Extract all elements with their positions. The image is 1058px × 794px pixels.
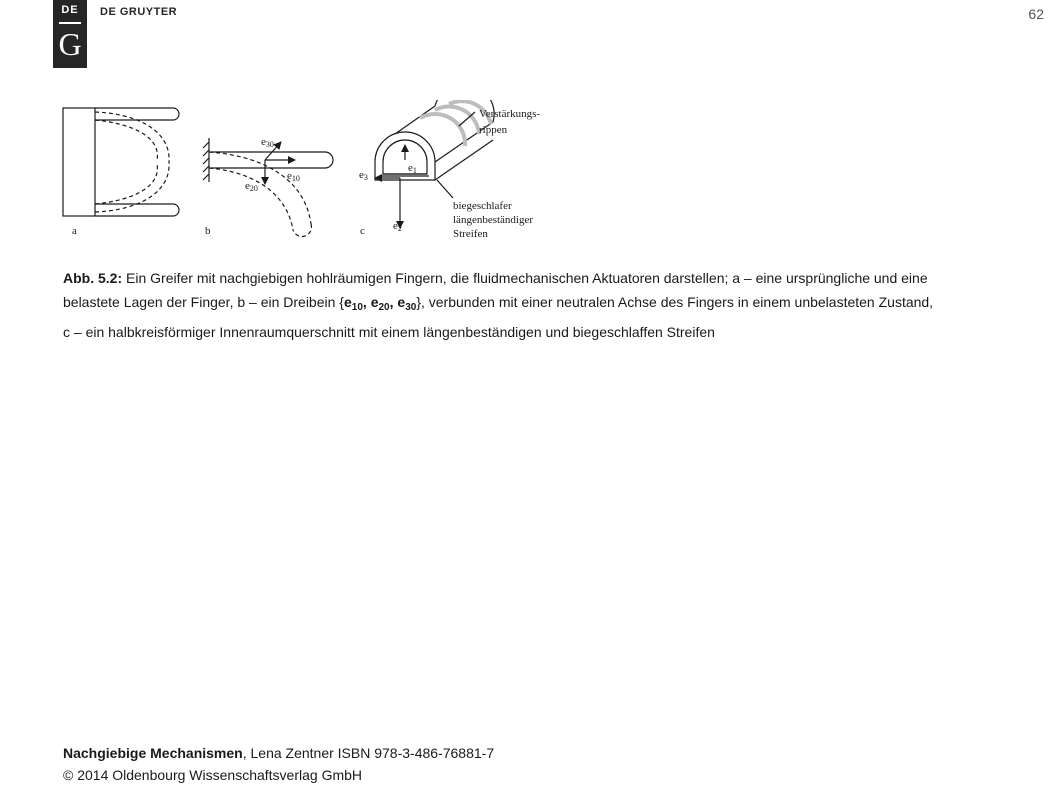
caption-text-part2: }, verbunden mit einer neutralen Achse des Fingers in einem unbelasteten Zustand, c – ein halbkreisförmiger Innenraumquerschnitt mit einem längenbeständigen und biegeschlaffen Streifen	[63, 294, 934, 340]
ribs-label-line2: rippen	[479, 124, 508, 136]
figure-5-2	[55, 100, 575, 250]
strip-label-line3: Streifen	[453, 228, 488, 240]
vector-e2-label: $e_2$	[393, 220, 402, 233]
copyright-notice: © 2014 Oldenbourg Wissenschaftsverlag GmbH	[63, 767, 363, 783]
caption-vector-e20: $e_{20}$	[370, 294, 390, 313]
panel-b-drawing	[203, 138, 333, 236]
vector-e30-label: $e_{30}$	[261, 136, 274, 149]
strip-label-line2: längenbeständiger	[453, 214, 534, 226]
vector-e3-label: $e_3$	[359, 169, 368, 182]
figure-drawing	[55, 100, 575, 250]
panel-a-drawing	[63, 108, 179, 216]
vector-e1-label: $e_1$	[408, 162, 417, 175]
caption-vector-e30: $e_{30}$	[397, 294, 417, 313]
panel-a-label: a	[72, 225, 77, 237]
caption-vector-e10: $e_{10}$	[343, 294, 363, 313]
caption-label: Abb. 5.2:	[63, 270, 123, 286]
book-citation	[63, 742, 494, 764]
page-number: 62	[1028, 6, 1044, 22]
ribs-label-line1: Verstärkungs-	[479, 108, 541, 120]
book-title: Nachgiebige Mechanismen	[63, 745, 243, 761]
logo-bottom-text: G	[58, 26, 82, 62]
panel-c-label: c	[360, 225, 365, 237]
figure-caption	[63, 266, 943, 344]
book-info: , Lena Zentner ISBN 978-3-486-76881-7	[242, 745, 495, 761]
vector-e10-label: $e_{10}$	[287, 170, 300, 183]
strip-label-line1: biegeschlafer	[453, 200, 512, 212]
caption-separator-2: ,	[389, 294, 398, 310]
publisher-logo	[53, 0, 87, 68]
panel-b-label: b	[205, 225, 211, 237]
caption-separator-1: ,	[362, 294, 371, 310]
publisher-name: DE GRUYTER	[100, 6, 178, 18]
logo-top-text: DE	[61, 4, 79, 16]
logo-divider	[59, 22, 81, 24]
caption-text-part1: Ein Greifer mit nachgiebigen hohlräumigen Fingern, die fluidmechanischen Aktuatoren darstellen; a – eine ursprüngliche und eine belastete Lagen der Finger, b – ein Dreibein {	[63, 270, 928, 310]
vector-e20-label: $e_{20}$	[245, 180, 258, 193]
page-footer	[63, 742, 494, 786]
